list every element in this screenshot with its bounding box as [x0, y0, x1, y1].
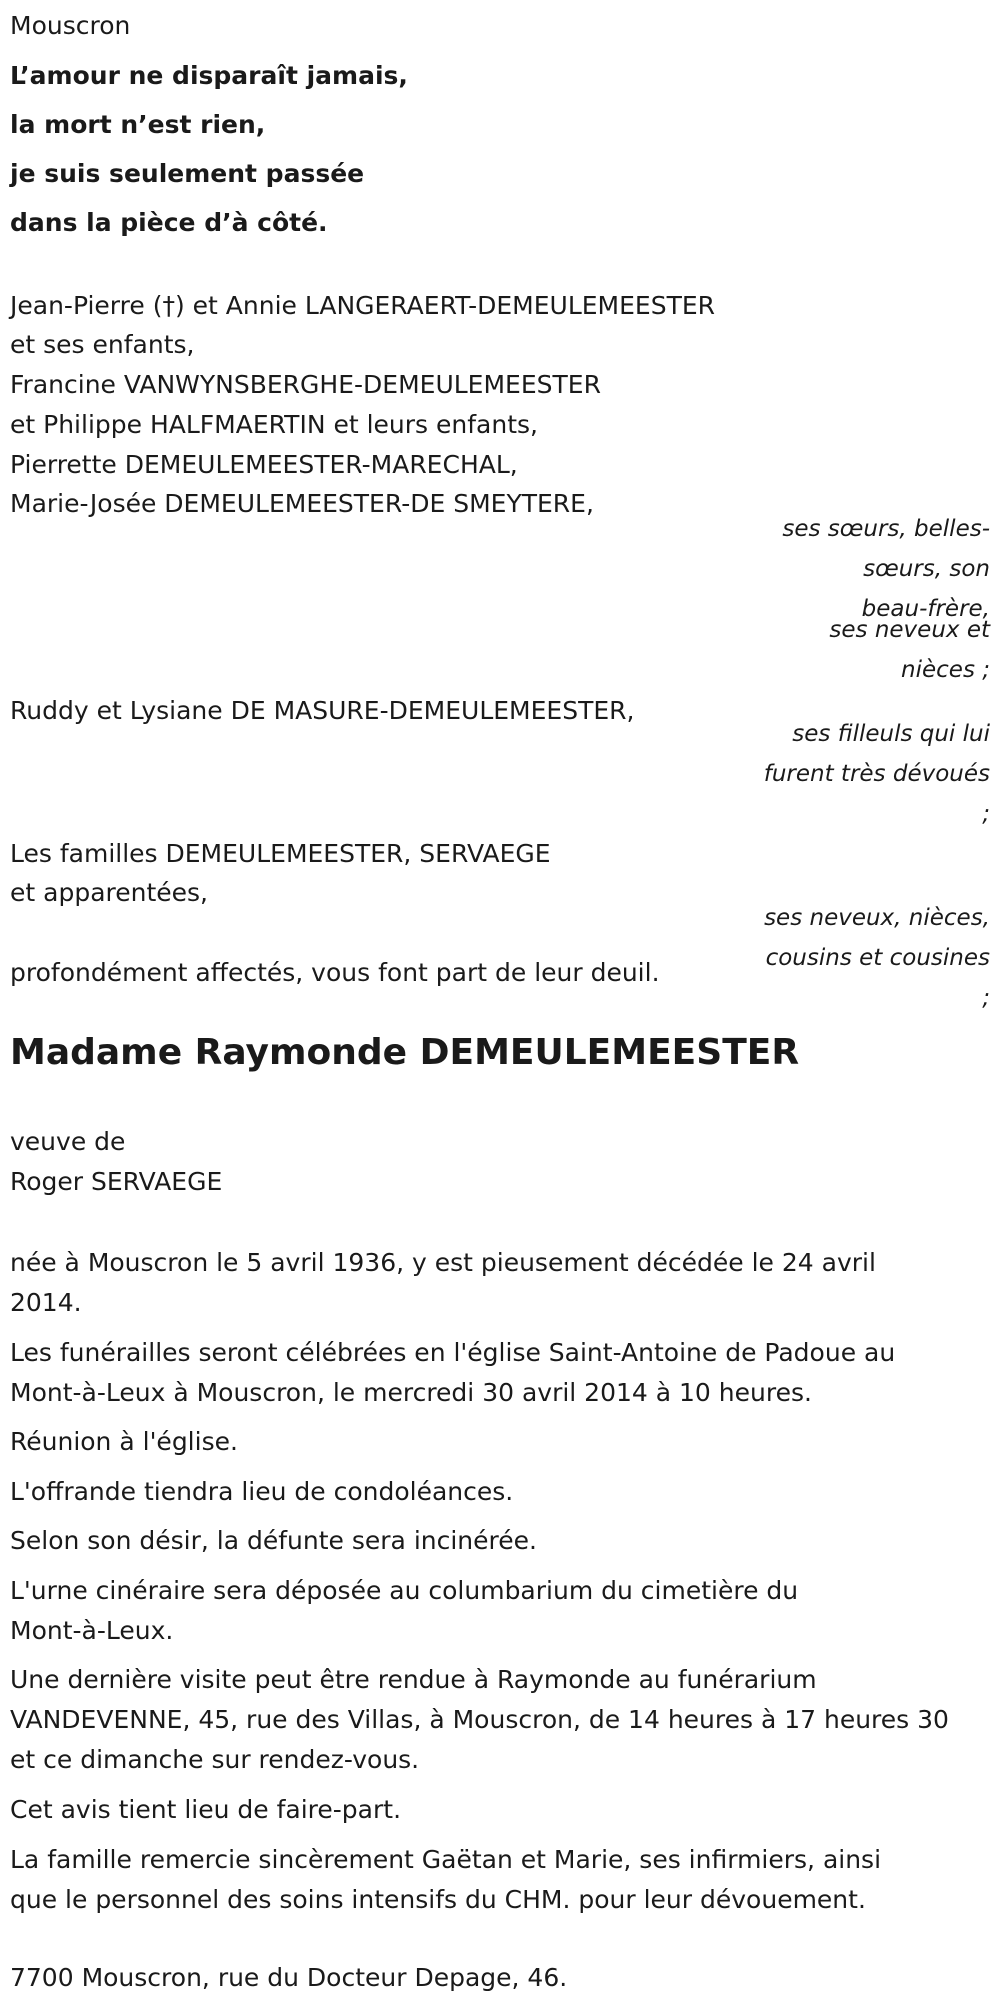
city-heading: Mouscron [10, 11, 131, 40]
quote-line: L’amour ne disparaît jamais, [10, 61, 408, 90]
deceased-name: Madame Raymonde DEMEULEMEESTER [10, 1032, 800, 1073]
quote-line: la mort n’est rien, [10, 110, 266, 139]
detail-paragraph-funeral [10, 1333, 990, 1413]
relation-line: ses sœurs, belles- [782, 516, 990, 542]
detail-line: Réunion à l'église. [10, 1427, 238, 1456]
detail-line: Une dernière visite peut être rendue à Raymonde au funérarium [10, 1665, 817, 1694]
detail-line: et ce dimanche sur rendez-vous. [10, 1745, 420, 1774]
detail-paragraph-visit [10, 1660, 990, 1780]
detail-paragraph-cremation [10, 1521, 990, 1561]
detail-paragraph-faire-part [10, 1790, 990, 1830]
detail-line: La famille remercie sincèrement Gaëtan et Marie, ses infirmiers, ainsi [10, 1845, 882, 1874]
detail-paragraph-urn [10, 1571, 990, 1651]
spouse-name: Roger SERVAEGE [10, 1167, 223, 1196]
relation-note-nephews [720, 610, 990, 690]
relation-line: ; [982, 985, 990, 1011]
family-line: Marie-Josée DEMEULEMEESTER-DE SMEYTERE, [10, 489, 594, 518]
detail-paragraph-offering [10, 1472, 990, 1512]
family-line: Jean-Pierre (†) et Annie LANGERAERT-DEMEULEMEESTER [10, 291, 716, 320]
detail-paragraph-thanks [10, 1840, 990, 1920]
relation-line: furent très dévoués [763, 761, 990, 787]
address-line: 7700 Mouscron, rue du Docteur Depage, 46. [10, 1963, 568, 1992]
obituary-notice [10, 0, 990, 2012]
detail-paragraph-meeting [10, 1422, 990, 1462]
detail-line: Selon son désir, la défunte sera incinérée. [10, 1526, 537, 1555]
detail-line: que le personnel des soins intensifs du CHM. pour leur dévouement. [10, 1885, 866, 1914]
relation-note-godchildren [720, 714, 990, 834]
relation-line: ses neveux et [829, 617, 990, 643]
godchildren-line: Ruddy et Lysiane DE MASURE-DEMEULEMEESTER, [10, 696, 635, 725]
families-line: Les familles DEMEULEMEESTER, SERVAEGE [10, 839, 551, 868]
relation-line: ses filleuls qui lui [792, 721, 990, 747]
relation-line: ses neveux, nièces, [764, 905, 990, 931]
detail-line: VANDEVENNE, 45, rue des Villas, à Mouscron, de 14 heures à 17 heures 30 [10, 1705, 949, 1734]
relation-line: beau-frère, [861, 596, 990, 622]
relation-line: nièces ; [901, 657, 990, 683]
family-line: Pierrette DEMEULEMEESTER-MARECHAL, [10, 450, 518, 479]
announcement-line: profondément affectés, vous font part de leur deuil. [10, 958, 660, 987]
detail-line: Mont-à-Leux. [10, 1616, 174, 1645]
detail-line: L'urne cinéraire sera déposée au columbarium du cimetière du [10, 1576, 799, 1605]
family-line: et ses enfants, [10, 330, 195, 359]
family-line: Francine VANWYNSBERGHE-DEMEULEMEESTER [10, 370, 601, 399]
detail-line: 2014. [10, 1288, 82, 1317]
quote-line: dans la pièce d’à côté. [10, 208, 328, 237]
detail-paragraph-birth-death [10, 1243, 990, 1323]
quote-line: je suis seulement passée [10, 159, 365, 188]
detail-line: Les funérailles seront célébrées en l'église Saint-Antoine de Padoue au [10, 1338, 896, 1367]
widow-of-label: veuve de [10, 1127, 126, 1156]
family-line: et Philippe HALFMAERTIN et leurs enfants, [10, 410, 538, 439]
detail-line: Cet avis tient lieu de faire-part. [10, 1795, 402, 1824]
relation-note-cousins [720, 898, 990, 1018]
relation-line: ; [982, 801, 990, 827]
families-line: et apparentées, [10, 878, 208, 907]
detail-line: née à Mouscron le 5 avril 1936, y est pieusement décédée le 24 avril [10, 1248, 876, 1277]
detail-line: L'offrande tiendra lieu de condoléances. [10, 1477, 514, 1506]
relation-line: cousins et cousines [765, 945, 990, 971]
detail-line: Mont-à-Leux à Mouscron, le mercredi 30 avril 2014 à 10 heures. [10, 1378, 812, 1407]
relation-line: sœurs, son [863, 556, 990, 582]
